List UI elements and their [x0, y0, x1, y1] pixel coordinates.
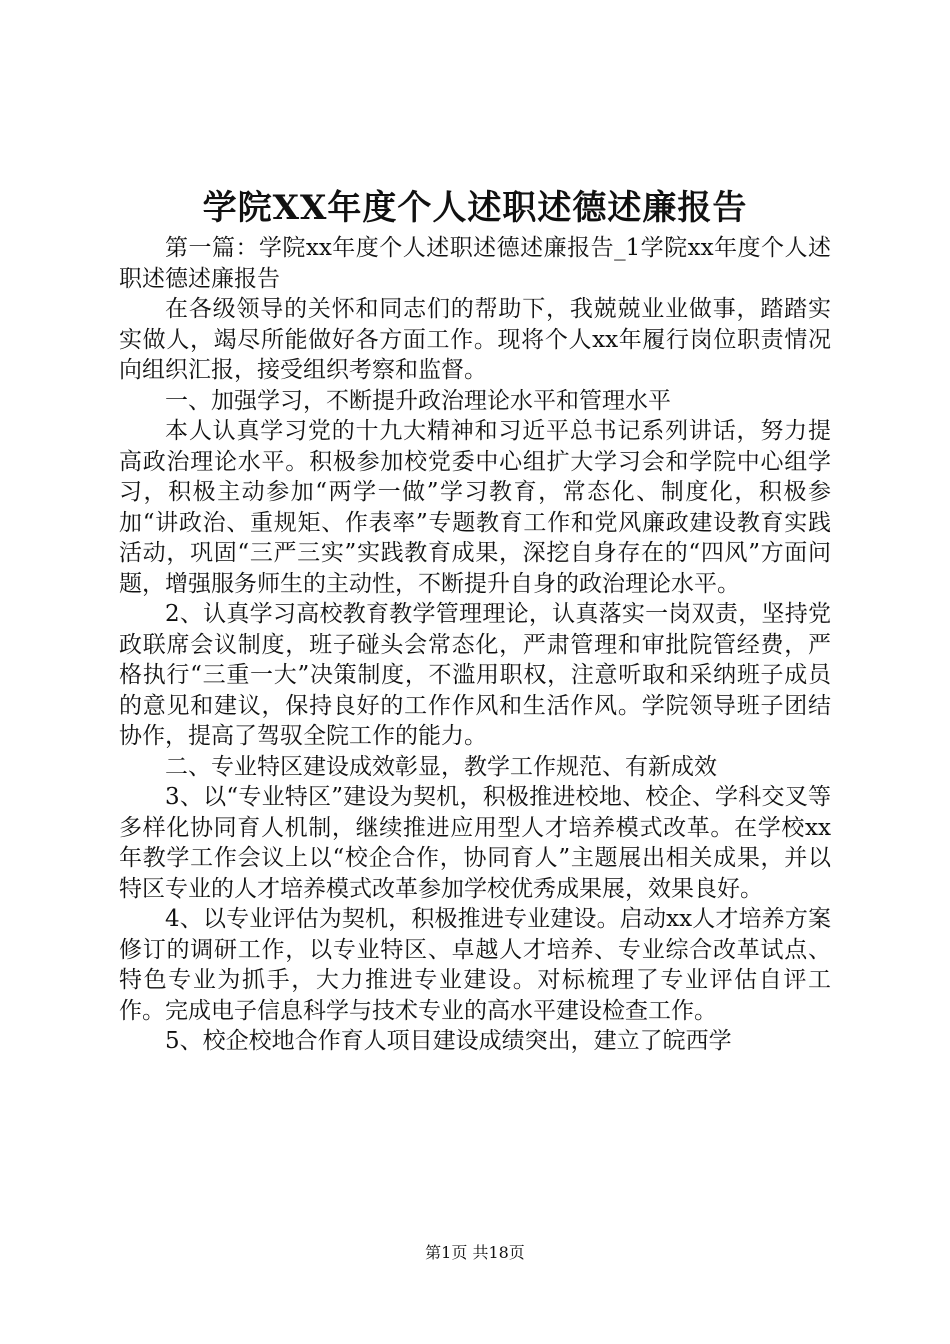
paragraph-study: 本人认真学习党的十九大精神和习近平总书记系列讲话，努力提高政治理论水平。积极参加校党委中心组扩大学习会和学院中心组学习，积极主动参加“两学一做”学习教育，常态化、制度化，积极参加“讲政治、重规矩、作表率”专题教育工作和党风廉政建设教育实践活动，巩固“三严三实”实践教育成果，深挖自身存在的“四风”方面问题，增强服务师生的主动性，不断提升自身的政治理论水平。: [119, 418, 831, 597]
paragraph-item-3: 3、以“专业特区”建设为契机，积极推进校地、校企、学科交叉等多样化协同育人机制，继续推进应用型人才培养模式改革。在学校xx年教学工作会议上以“校企合作，协同育人”主题展出相关成果，并以特区专业的人才培养模式改革参加学校优秀成果展，效果良好。: [119, 784, 831, 902]
page-footer: 第1页 共18页: [425, 1243, 525, 1262]
paragraph-item-4: 4、以专业评估为契机，积极推进专业建设。启动xx人才培养方案修订的调研工作，以专业特区、卓越人才培养、专业综合改革试点、特色专业为抓手，大力推进专业建设。对标梳理了专业评估自评工作。完成电子信息科学与技术专业的高水平建设检查工作。: [119, 906, 831, 1024]
section-heading-specialty: 二、专业特区建设成效彰显，教学工作规范、有新成效: [165, 753, 717, 780]
document-body: [119, 233, 831, 1057]
paragraph-item-2: 2、认真学习高校教育教学管理理论，认真落实一岗双责，坚持党政联席会议制度，班子碰头会常态化，严肃管理和审批院管经费，严格执行“三重一大”决策制度，不滥用职权，注意听取和采纳班子成员的意见和建议，保持良好的工作作风和生活作风。学院领导班子团结协作，提高了驾驭全院工作的能力。: [119, 601, 831, 749]
paragraph-intro: 在各级领导的关怀和同志们的帮助下，我兢兢业业做事，踏踏实实做人，竭尽所能做好各方面工作。现将个人xx年履行岗位职责情况向组织汇报，接受组织考察和监督。: [119, 296, 831, 383]
paragraph-heading-chapter: 第一篇：学院xx年度个人述职述德述廉报告_1学院xx年度个人述职述德述廉报告: [119, 235, 831, 292]
document-title: 学院XX年度个人述职述德述廉报告: [202, 188, 748, 228]
paragraph-item-5: 5、校企校地合作育人项目建设成绩突出，建立了皖西学: [165, 1028, 732, 1054]
section-heading-study: 一、加强学习，不断提升政治理论水平和管理水平: [165, 387, 671, 414]
